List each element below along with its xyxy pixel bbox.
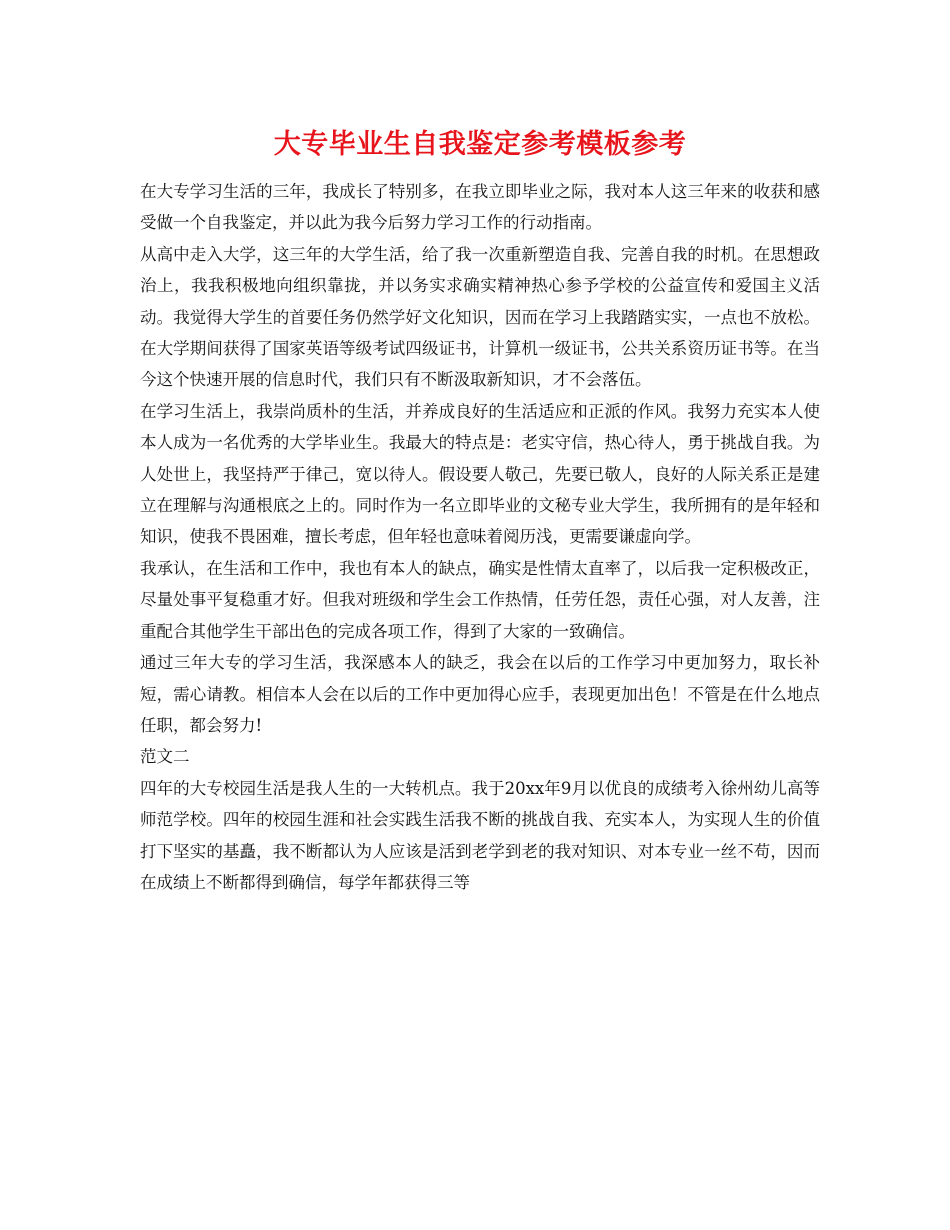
document-page — [140, 118, 820, 898]
paragraph-shortcomings: 我承认，在生活和工作中，我也有本人的缺点，确实是性情太直率了，以后我一定积极改正，尽量处事平复稳重才好。但我对班级和学生会工作热情，任劳任怨，责任心强，对人友善，注重配合其他学生干部出色的完成各项工作，得到了大家的一致确信。 — [140, 558, 820, 641]
document-body — [140, 176, 820, 898]
paragraph-life-character: 在学习生活上，我崇尚质朴的生活，并养成良好的生活适应和正派的作风。我努力充实本人使本人成为一名优秀的大学毕业生。我最大的特点是：老实守信，热心待人，勇于挑战自我。为人处世上，我坚持严于律己，宽以待人。假设要人敬己，先要已敬人，良好的人际关系正是建立在理解与沟通根底之上的。同时作为一名立即毕业的文秘专业大学生，我所拥有的是年轻和知识，使我不畏困难，擅长考虑，但年轻也意味着阅历浅，更需要谦虚向学。 — [140, 401, 820, 547]
paragraph-conclusion: 通过三年大专的学习生活，我深感本人的缺乏，我会在以后的工作学习中更加努力，取长补短，需心请教。相信本人会在以后的工作中更加得心应手，表现更加出色！不管是在什么地点任职，都会努力! — [140, 653, 820, 735]
document-title: 大专毕业生自我鉴定参考模板参考 — [273, 129, 687, 160]
paragraph-politics-study: 从高中走入大学，这三年的大学生活，给了我一次重新塑造自我、完善自我的时机。在思想政治上，我我积极地向组织靠拢，并以务实求确实精神热心参予学校的公益宣传和爱国主义活动。我觉得大学生的首要任务仍然学好文化知识，因而在学习上我踏踏实实，一点也不放松。在大学期间获得了国家英语等级考试四级证书，计算机一级证书，公共关系资历证书等。在当今这个快速开展的信息时代，我们只有不断汲取新知识，才不会落伍。 — [140, 244, 820, 390]
section-heading-sample-two: 范文二 — [140, 747, 190, 767]
paragraph-sample-two: 四年的大专校园生活是我人生的一大转机点。我于20xx年9月以优良的成绩考入徐州幼儿高等师范学校。四年的校园生涯和社会实践生活我不断的挑战自我、充实本人，为实现人生的价值打下坚实的基矗，我不断都认为人应该是活到老学到老的我对知识、对本专业一丝不苟，因而在成绩上不断都得到确信，每学年都获得三等 — [140, 778, 820, 892]
paragraph-intro: 在大专学习生活的三年，我成长了特别多，在我立即毕业之际，我对本人这三年来的收获和感受做一个自我鉴定，并以此为我今后努力学习工作的行动指南。 — [140, 182, 820, 233]
